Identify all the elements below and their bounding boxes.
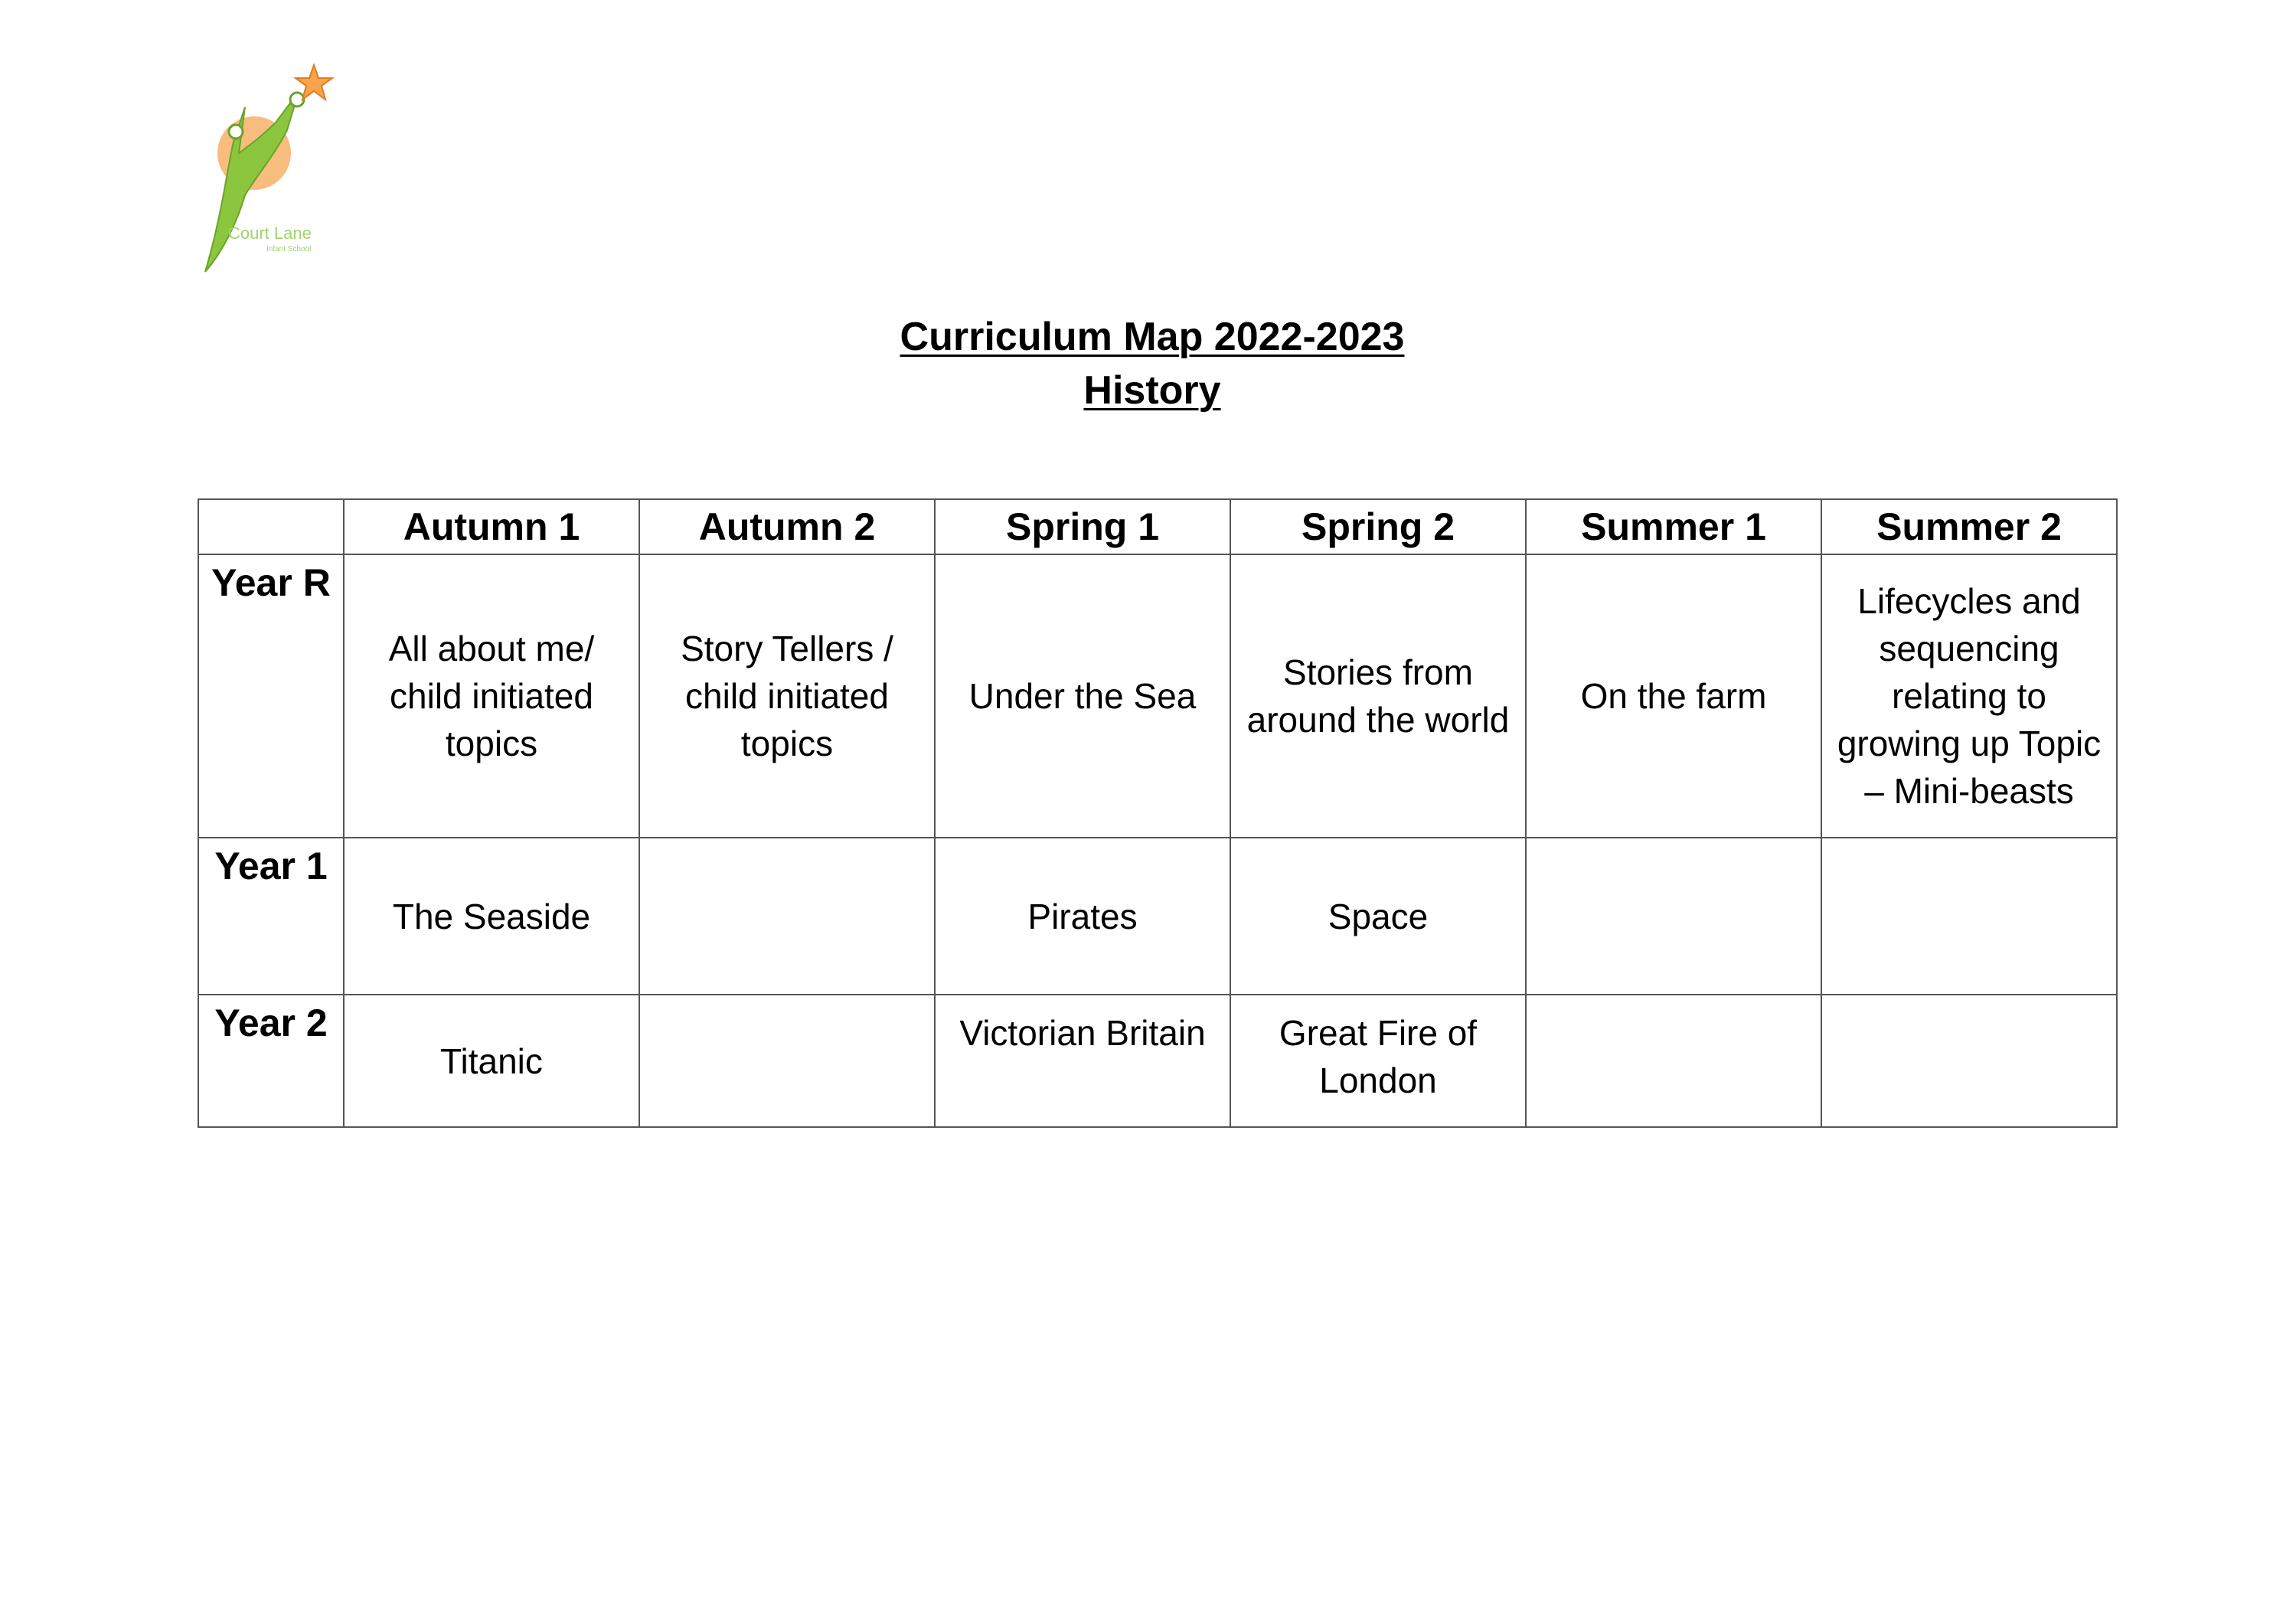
table-cell: Lifecycles and sequencing relating to growing up Topic – Mini-beasts bbox=[1821, 554, 2117, 838]
header-autumn-2: Autumn 2 bbox=[639, 499, 935, 554]
table-header-row bbox=[198, 499, 2117, 554]
table-cell: On the farm bbox=[1526, 554, 1821, 838]
header-corner bbox=[198, 499, 344, 554]
table-cell: Great Fire of London bbox=[1230, 995, 1526, 1127]
table-cell: Under the Sea bbox=[935, 554, 1230, 838]
header-spring-2: Spring 2 bbox=[1230, 499, 1526, 554]
row-label-year-2: Year 2 bbox=[198, 995, 344, 1127]
table-cell bbox=[1821, 995, 2117, 1127]
table-cell: Story Tellers / child initiated topics bbox=[639, 554, 935, 838]
header-summer-2: Summer 2 bbox=[1821, 499, 2117, 554]
table-row-year-r bbox=[198, 554, 2117, 838]
curriculum-table bbox=[198, 498, 2118, 1128]
table-cell: All about me/ child initiated topics bbox=[344, 554, 639, 838]
document-title: Curriculum Map 2022-2023 bbox=[900, 315, 1405, 359]
table-cell: The Seaside bbox=[344, 838, 639, 995]
table-row-year-1 bbox=[198, 838, 2117, 995]
table-cell bbox=[639, 838, 935, 995]
row-label-year-r: Year R bbox=[198, 554, 344, 838]
table-cell: Space bbox=[1230, 838, 1526, 995]
header-summer-1: Summer 1 bbox=[1526, 499, 1821, 554]
row-label-year-1: Year 1 bbox=[198, 838, 344, 995]
header-autumn-1: Autumn 1 bbox=[344, 499, 639, 554]
table-cell: Titanic bbox=[344, 995, 639, 1127]
document-subtitle: History bbox=[1083, 368, 1221, 413]
table-cell bbox=[1526, 995, 1821, 1127]
table-cell: Pirates bbox=[935, 838, 1230, 995]
table-cell bbox=[1526, 838, 1821, 995]
logo-school-type: Infant School bbox=[266, 245, 312, 253]
table-cell: Victorian Britain bbox=[935, 995, 1230, 1127]
header-spring-1: Spring 1 bbox=[935, 499, 1230, 554]
logo-school-name: Court Lane bbox=[228, 224, 312, 243]
table-cell: Stories from around the world bbox=[1230, 554, 1526, 838]
table-row-year-2 bbox=[198, 995, 2117, 1127]
table-cell bbox=[639, 995, 935, 1127]
document-header bbox=[0, 310, 2296, 417]
table-cell bbox=[1821, 838, 2117, 995]
school-logo bbox=[191, 61, 337, 276]
